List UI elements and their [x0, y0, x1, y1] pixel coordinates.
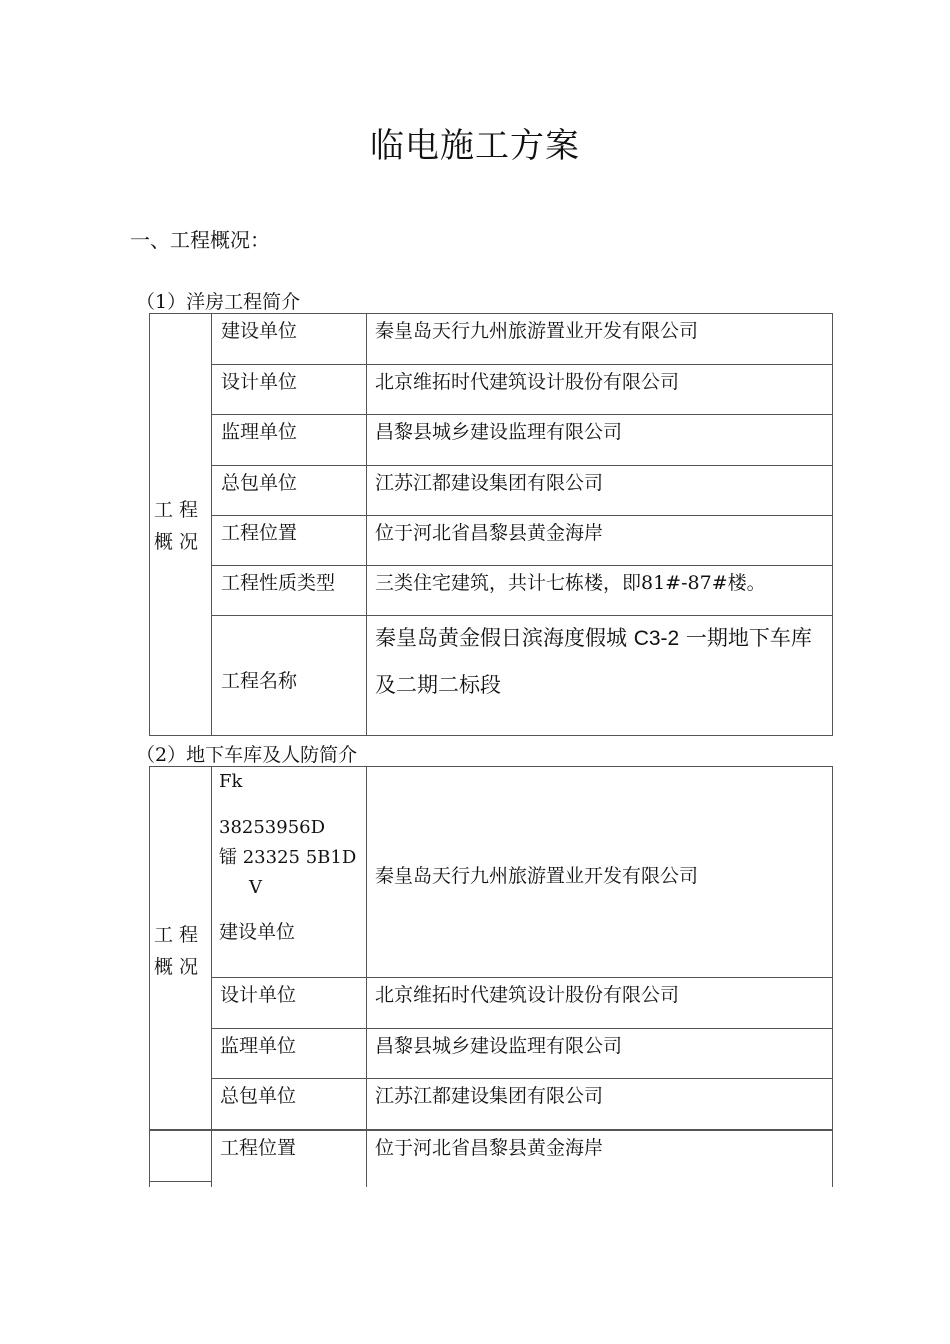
table2-caption: （2）地下车库及人防简介: [136, 744, 358, 766]
table1-label-location: 工程位置: [221, 522, 298, 544]
table2-side-label: 工 程 概 况: [154, 924, 199, 978]
table1-label-contractor: 总包单位: [221, 472, 298, 494]
table1-label-supervisor: 监理单位: [221, 421, 298, 443]
table2-value-location: 位于河北省昌黎县黄金海岸: [375, 1137, 604, 1159]
table1-label-project-name: 工程名称: [221, 670, 298, 692]
table1-caption: （1）洋房工程简介: [136, 291, 301, 313]
table2-value-supervisor: 昌黎县城乡建设监理有限公司: [375, 1035, 623, 1057]
table1-label-designer: 设计单位: [221, 371, 298, 393]
table2-label-designer: 设计单位: [220, 984, 297, 1006]
table1-value-developer: 秦皇岛天行九州旅游置业开发有限公司: [375, 320, 699, 342]
table2-label-supervisor: 监理单位: [220, 1035, 297, 1057]
table2-value-contractor: 江苏江都建设集团有限公司: [375, 1085, 604, 1107]
table2-value-designer: 北京维拓时代建筑设计股份有限公司: [375, 984, 680, 1006]
section-heading-overview: 一、工程概况：: [130, 228, 270, 252]
table2-label-location: 工程位置: [220, 1137, 297, 1159]
table1-label-developer: 建设单位: [221, 320, 298, 342]
table2-garage-overview: [149, 766, 833, 1187]
table1-label-nature: 工程性质类型: [221, 572, 336, 594]
table2-value-developer: 秦皇岛天行九州旅游置业开发有限公司: [375, 865, 699, 887]
table1-value-location: 位于河北省昌黎县黄金海岸: [375, 522, 604, 544]
document-title: 临电施工方案: [370, 126, 580, 166]
table2-label-developer: Fk 38253956D 镭 23325 5B1D V 建设单位: [219, 771, 357, 943]
table1-value-contractor: 江苏江都建设集团有限公司: [375, 472, 604, 494]
table1-value-project-name: 秦皇岛黄金假日滨海度假城 C3-2 一期地下车库及二期二标段: [375, 626, 812, 697]
table1-value-nature: 三类住宅建筑，共计七栋楼，即81#-87#楼。: [375, 572, 766, 594]
table1-project-overview: [149, 313, 833, 736]
table1-value-designer: 北京维拓时代建筑设计股份有限公司: [375, 371, 680, 393]
table1-side-label: 工 程 概 况: [154, 499, 199, 553]
table1-value-supervisor: 昌黎县城乡建设监理有限公司: [375, 421, 623, 443]
table2-label-contractor: 总包单位: [220, 1085, 297, 1107]
